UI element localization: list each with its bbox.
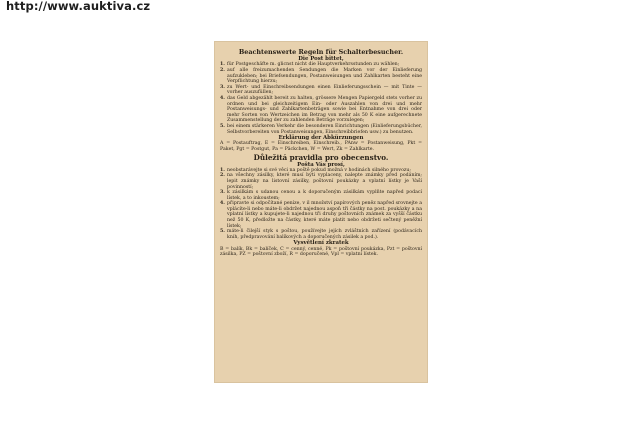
item-text: bei einem stärkeren Verkehr die besonderen Einrichtungen (Einlieferungsbücher, Selbstvorbereiten von Postanweisungen, Einschreibbriefen usw.) zu benutzen. [227,123,422,135]
notice-content [220,49,422,258]
czech-title: Důležitá pravidla pro obecenstvo. [253,152,389,162]
list-item [220,68,422,85]
item-number: 5. [220,123,225,129]
item-text: auf alle freizumachenden Sendungen die Marken vor der Einlieferung aufzukleben; bei Briefsendungen, Postanweisungen und Zahlkarten besteht eine Verpflichtung hierzu; [227,68,422,85]
german-abbreviations-text: A = Postauftrag, E = Einschreiben, Einschreib., PAnw = Postanweisung, Pkt = Paket, Pgt = Postgut, Pa = Päckchen, W = Wert, Zk = Zahlkarte. [220,141,422,152]
item-number: 4. [220,95,225,101]
german-rules-list [220,62,422,135]
item-number: 4. [220,201,225,207]
notice-card [214,41,428,383]
item-number: 2. [220,173,225,179]
list-item [220,190,422,201]
item-number: 1. [220,62,225,68]
list-item [220,201,422,229]
list-item [220,124,422,135]
item-number: 3. [220,84,225,90]
czech-rules-list [220,168,422,241]
item-number: 1. [220,167,225,173]
item-number: 5. [220,229,225,235]
item-text: na všechny zásilky, které musí býti vyplaceny, nalepte známky před podáním; lepit známky na listovní zásilky, poštovní poukázky a vplatní lístky je Vaší povinností; [227,173,422,190]
list-item [220,173,422,190]
item-text: máte-li čilejší styk s poštou, používejte jejích zvláštních zařízení (podávacích knih, předpravování balíkových a doporučených zásilek a pod.). [227,229,422,240]
german-abbreviations-title: Erklärung der Abkürzungen [278,135,364,142]
czech-subtitle: Pošta Vás prosí, [297,161,345,168]
watermark-url: http://www.auktiva.cz [6,0,151,13]
german-title: Beachtenswerte Regeln für Schalterbesucher. [238,48,404,56]
item-text: für Postgeschäfte m. glicnst nicht die Hauptverkehrsstunden zu wählen; [227,62,400,68]
german-subtitle: Die Post bittet, [298,56,344,63]
list-item [220,96,422,124]
list-item [220,85,422,96]
item-number: 3. [220,190,225,196]
item-text: k zásilkám s udanou cenou a k doporučeným zásilkám vyplňte napřed podací lístek, a to inkoustem; [227,190,422,201]
item-text: zu Wert- und Einschreibsendungen einen Einlieferungsschein — mit Tinte — vorher auszufüllen; [227,84,422,96]
list-item [220,229,422,240]
item-text: neobstarávejte si své věci na poště pokud možná v hodinách silného provozu; [227,167,411,173]
czech-abbreviations-title: Vysvětlení zkratek [293,240,349,247]
czech-abbreviations-text: B = balík, Bk = balíček, C = cenný, cenné, Pk = poštovní poukázka, Pzt = poštovní zásilka, PZ = poštovní zboží, R = doporučené, Vpl = vplatní lístek. [220,246,422,258]
item-text: připravte si odpočítané peníze, v il množství papírových peněz napřed srovnejte a vplácíte-li nebo máte-li obdržet najednou aspoň tři částky na post. poukázky a na vplatní lístky a kupujete-li najednou tři druhy poštovních známek za vyšší částku než 50 K, předložte na částky, které máte platit nebo obdržeti sečtený peněžní lístek; [227,201,422,229]
item-number: 2. [220,68,225,73]
item-text: das Geld abgezählt bereit zu halten, grössere Mengen Papiergeld stets vorher zu ordnen und bei gleichzeitigem Ein- oder Auszahlen von drei und mehr Postanweisungs- und Zahlkartenbeträgen sowie bei Entnahme von drei oder mehr Sorten von Wertzeichen im Betrag von mehr als 50 K eine aufgerechnete Zusammenstellung der zu zahlenden Beträge vorzulegen; [227,95,422,124]
